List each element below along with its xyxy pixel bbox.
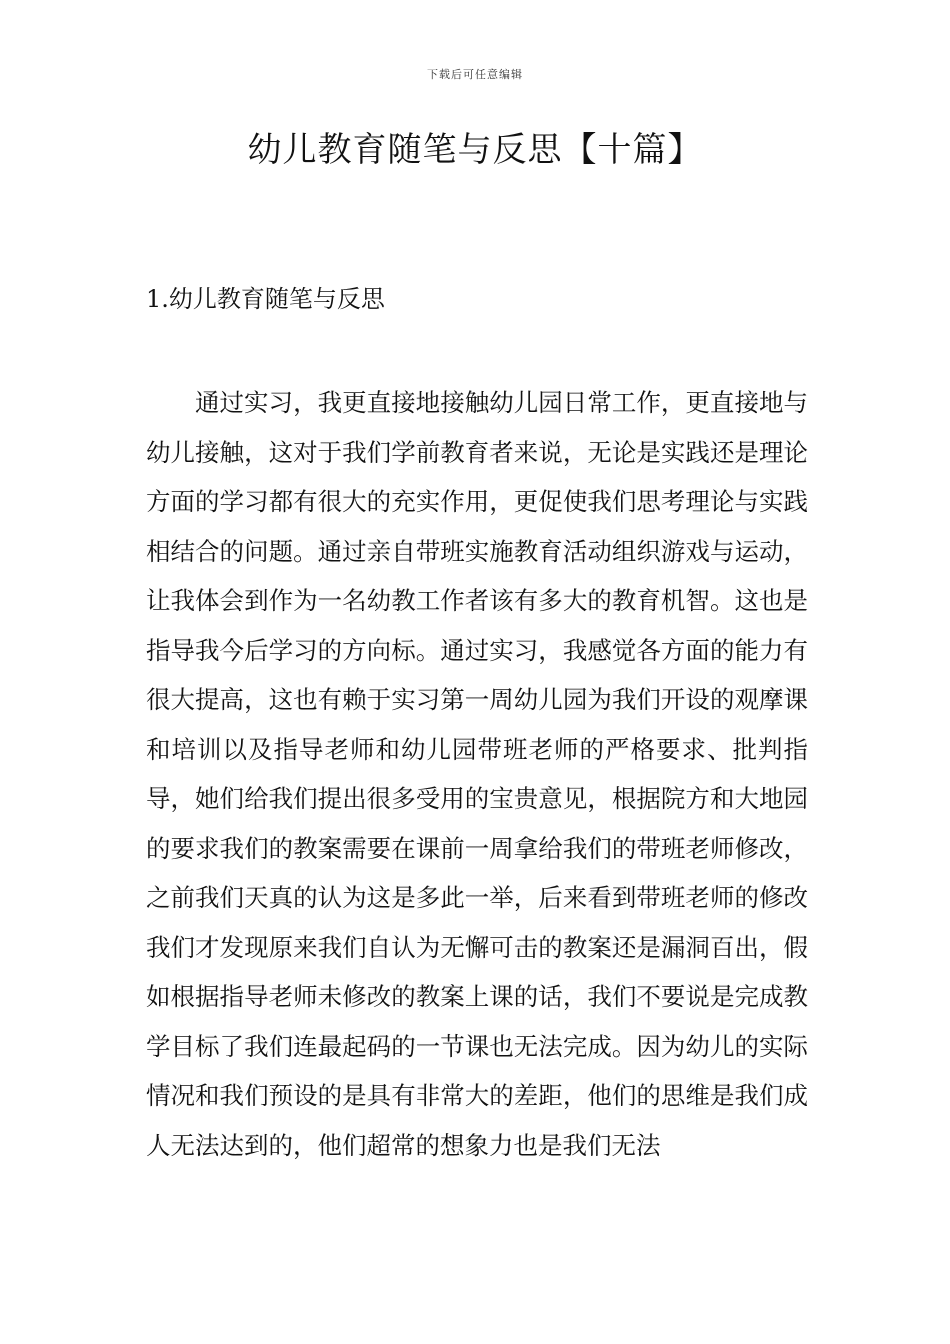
section-heading: 1.幼儿教育随笔与反思 [146, 285, 385, 313]
body-paragraph: 通过实习，我更直接地接触幼儿园日常工作，更直接地与幼儿接触，这对于我们学前教育者来说，无论是实践还是理论方面的学习都有很大的充实作用，更促使我们思考理论与实践相结合的问题。通过亲自带班实施教育活动组织游戏与运动，让我体会到作为一名幼教工作者该有多大的教育机智。这也是指导我今后学习的方向标。通过实习，我感觉各方面的能力有很大提高，这也有赖于实习第一周幼儿园为我们开设的观摩课和培训以及指导老师和幼儿园带班老师的严格要求、批判指导，她们给我们提出很多受用的宝贵意见，根据院方和大地园的要求我们的教案需要在课前一周拿给我们的带班老师修改，之前我们天真的认为这是多此一举，后来看到带班老师的修改我们才发现原来我们自认为无懈可击的教案还是漏洞百出，假如根据指导老师未修改的教案上课的话，我们不要说是完成教学目标了我们连最起码的一节课也无法完成。因为幼儿的实际情况和我们预设的是具有非常大的差距，他们的思维是我们成人无法达到的，他们超常的想象力也是我们无法 [146, 388, 808, 1160]
page-title: 幼儿教育随笔与反思【十篇】 [247, 130, 703, 170]
header-note: 下载后可任意编辑 [427, 68, 523, 81]
